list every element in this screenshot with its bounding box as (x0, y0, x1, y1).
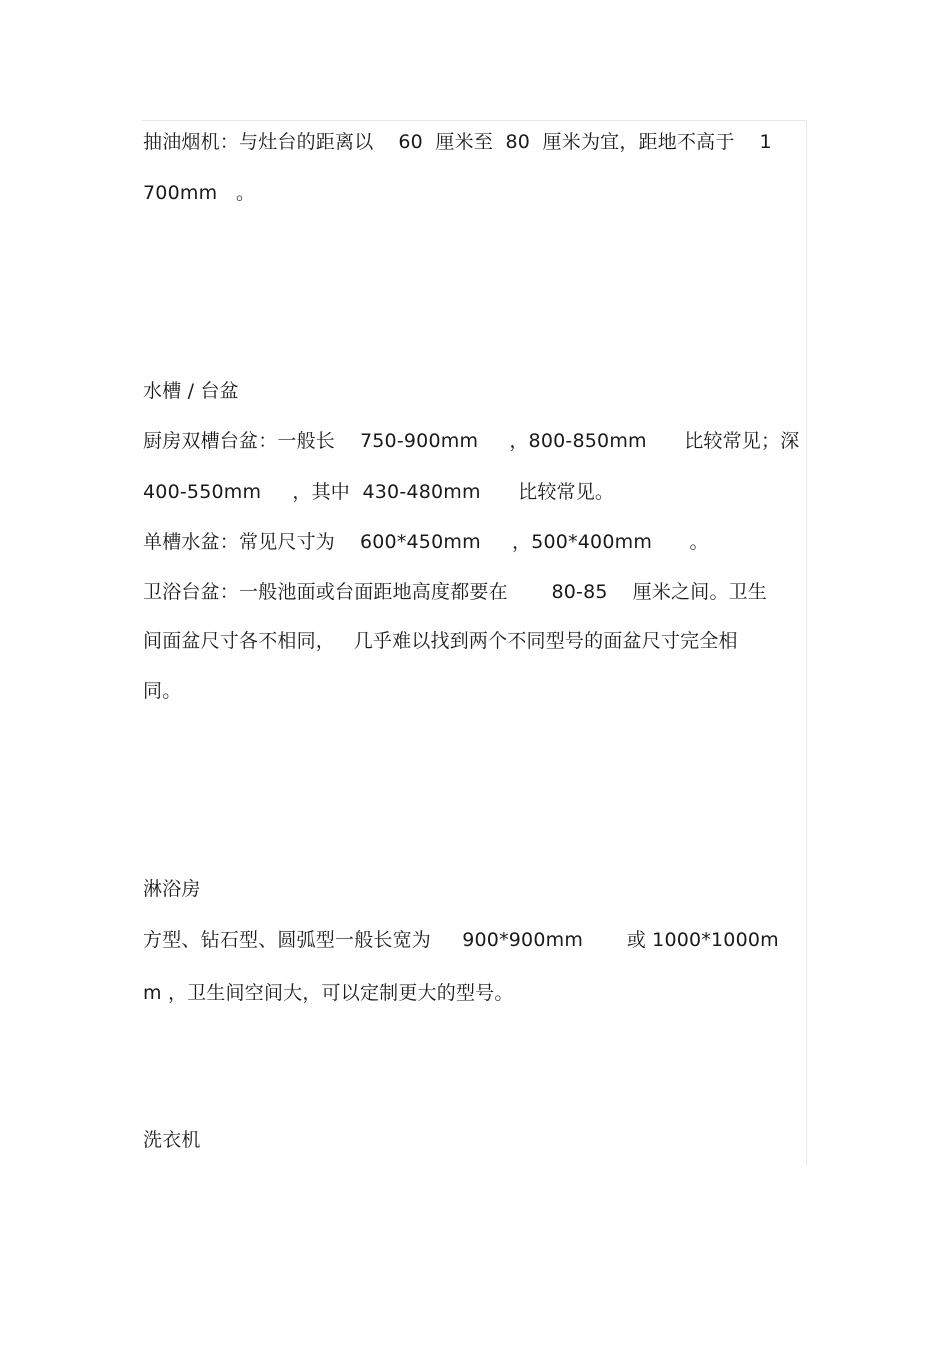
text-line-bath-basin: 卫浴台盆：一般池面或台面距地高度都要在 80-85 厘米之间。卫生 (143, 581, 768, 603)
text-line-bath-basin-end: 同。 (143, 680, 182, 702)
heading-washing-machine: 洗衣机 (143, 1129, 201, 1151)
text-line-double-sink: 厨房双槽台盆：一般长 750-900mm ，800-850mm 比较常见；深 (143, 430, 800, 452)
text-line-range-hood-cont: 700mm 。 (143, 182, 256, 204)
text-line-shower-sizes: 方型、钻石型、圆弧型一般长宽为 900*900mm 或 1000*1000m (143, 929, 779, 951)
text-line-double-sink-cont: 400-550mm ，其中 430-480mm 比较常见。 (143, 481, 615, 503)
text-line-bath-basin-cont: 间面盆尺寸各不相同， 几乎难以找到两个不同型号的面盆尺寸完全相 (143, 630, 738, 652)
text-line-shower-sizes-cont: m ，卫生间空间大，可以定制更大的型号。 (143, 982, 514, 1004)
text-line-single-sink: 单槽水盆：常见尺寸为 600*450mm ，500*400mm 。 (143, 531, 709, 553)
heading-sink-basin: 水槽 / 台盆 (143, 380, 239, 402)
heading-shower-room: 淋浴房 (143, 878, 201, 900)
text-line-range-hood: 抽油烟机：与灶台的距离以 60 厘米至 80 厘米为宜，距地不高于 1 (143, 131, 772, 153)
